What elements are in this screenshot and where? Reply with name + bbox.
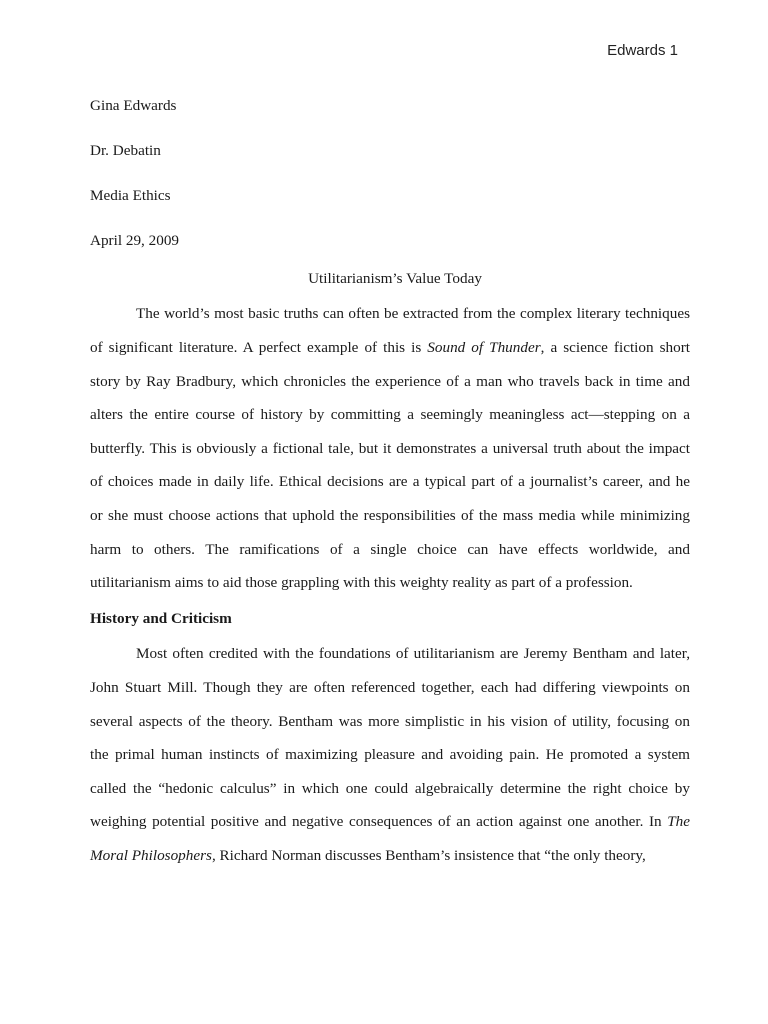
author-name: Gina Edwards <box>90 97 177 114</box>
paragraph-line: of choices made in daily life. Ethical decisions are a typical part of a journalist’s career, and he <box>90 473 690 491</box>
paragraph-line: the primal human instincts of maximizing pleasure and avoiding pain. He promoted a system <box>90 746 690 764</box>
section-heading: History and Criticism <box>90 609 232 627</box>
book-title-italic: Sound of Thunder <box>427 339 541 357</box>
paper-title: Utilitarianism’s Value Today <box>308 269 482 287</box>
document-body <box>90 89 690 873</box>
instructor-name: Dr. Debatin <box>90 142 161 160</box>
paragraph-line: The world’s most basic truths can often be extracted from the complex literary techniques <box>136 305 690 323</box>
paragraph-line: harm to others. The ramifications of a single choice can have effects worldwide, and <box>90 540 690 558</box>
paragraph-line: of significant literature. A perfect example of this is Sound of Thunder, a science fiction short <box>90 339 690 357</box>
course-name: Media Ethics <box>90 187 171 205</box>
paragraph-introduction <box>90 297 690 599</box>
paragraph-line: Moral Philosophers, Richard Norman discusses Bentham’s insistence that “the only theory, <box>90 846 646 864</box>
heading-block <box>90 89 690 258</box>
running-header: Edwards 1 <box>607 42 678 59</box>
book-title-italic: The <box>667 813 690 831</box>
paragraph-history <box>90 637 690 872</box>
paragraph-line: several aspects of the theory. Bentham was more simplistic in his vision of utility, focusing on <box>90 712 690 730</box>
paragraph-line: alters the entire course of history by committing a seemingly meaningless act—stepping on a <box>90 406 690 424</box>
paragraph-line: called the “hedonic calculus” in which one could algebraically determine the right choice by <box>90 779 690 797</box>
paragraph-line: John Stuart Mill. Though they are often referenced together, each had differing viewpoints on <box>90 679 690 696</box>
paragraph-line: utilitarianism aims to aid those grappling with this weighty reality as part of a profession. <box>90 574 633 592</box>
paragraph-line: weighing potential positive and negative consequences of an action against one another. In The <box>90 813 690 831</box>
paragraph-line: butterfly. This is obviously a fictional tale, but it demonstrates a universal truth about the impact <box>90 439 690 457</box>
paragraph-line: or she must choose actions that uphold the responsibilities of the mass media while minimizing <box>90 507 690 525</box>
paper-date: April 29, 2009 <box>90 232 180 250</box>
paragraph-line: story by Ray Bradbury, which chronicles the experience of a man who travels back in time and <box>90 372 690 390</box>
paragraph-line: Most often credited with the foundations of utilitarianism are Jeremy Bentham and later, <box>136 645 690 663</box>
book-title-italic: Moral Philosophers <box>90 846 212 864</box>
